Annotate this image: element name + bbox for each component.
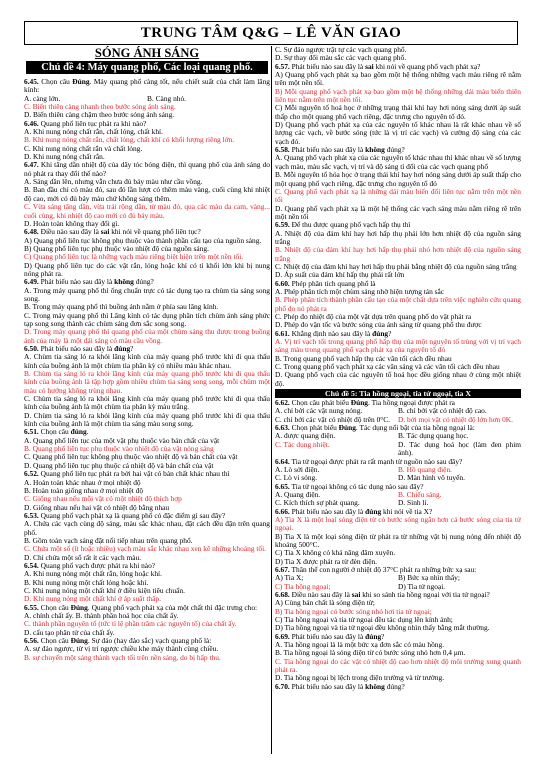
answer-option: A. sự đảo ngược, từ vị trí ngược chiều khe máy thành cùng chiều.	[24, 644, 219, 654]
question-keyword: sai	[100, 227, 110, 237]
right-column	[275, 46, 521, 754]
answer-option: A. Quang phổ vạch phát xạ của các nguyên tố khác nhau thì khác nhau về số lượng vạch màu, màu sắc vạch, vị trí và độ sáng tỉ đối của các vạch quang phổ	[275, 153, 521, 171]
column-divider	[271, 46, 272, 754]
question-text: Phép phân tích quang phổ là	[289, 278, 376, 288]
answer-option-correct: C. thành phần nguyên tố (tức tỉ lệ phần trăm các nguyên tố) của chất ấy.	[24, 619, 237, 629]
answer-option: A) Quang phổ liên tục không phụ thuộc vào thành phần cấu tạo của nguồn sáng.	[24, 235, 262, 245]
answer-option: B. Tác dụng quang học.	[398, 431, 469, 441]
answer-option: D. Tia hồng ngoại bị lệch trong điện trường và từ trường.	[275, 673, 445, 683]
question-keyword: không	[114, 277, 134, 287]
answer-option: A. Nhiệt độ của đám khí hay hơi hấp thụ phải lớn hơn nhiệt độ của nguồn sáng trắng	[275, 228, 521, 246]
answer-option-correct: D. Khi nung nóng một chất khí ở áp suất thấp.	[24, 594, 161, 604]
answer-option: A. Hoàn toàn khác nhau ở mọi nhiệt độ	[24, 477, 141, 487]
answer-option: C. Phép đo nhiệt độ của một vật dựa trên quang phổ do vật phát ra	[275, 312, 472, 321]
question-keyword: đúng	[372, 328, 389, 338]
answer-option: A. được quang điện.	[275, 431, 336, 441]
question-number: 6.54.	[24, 560, 39, 570]
answer-option: B. Càng nhỏ.	[147, 93, 187, 103]
answer-option-correct: C. Giống nhau nếu mỗi vật có một nhiệt độ thích hợp	[24, 494, 182, 504]
answer-option: B) Quang phổ liên tục phụ thuộc vào nhiệt độ của nguồn sáng.	[24, 243, 209, 253]
question-stem	[24, 161, 270, 178]
question-number: 6.55.	[24, 602, 39, 612]
question-number: 6.66.	[275, 506, 290, 516]
question-number: 6.53.	[24, 510, 39, 520]
answer-option: A. Trong máy quang phổ thì ống chuẩn trực có tác dụng tạo ra chùm tia sáng song song.	[24, 285, 270, 303]
answer-option: C. Chùm tia sáng ló ra khỏi lăng kính của máy quang phổ trước khi đi qua thấu kính của buồng ảnh là một chùm tia phân kỳ màu trắng.	[24, 394, 270, 412]
answer-option-correct: B. Chùm tia sáng ló ra khỏi lăng kính của máy quang phổ trước khi đi qua thấu kính của buồng ảnh là tập hợp gồm nhiều chùm tia sáng song song, mỗi chùm một màu có hướng không trùng nhau.	[24, 369, 270, 395]
question-keyword: Đúng	[70, 602, 88, 612]
question-keyword: không	[365, 681, 385, 691]
question-text: khi nói về quang phổ liên tục?	[109, 227, 201, 237]
question-text: ?	[388, 328, 392, 338]
answer-option: A. Tia hồng ngoại là là một bức xạ đơn sắc có màu hồng.	[275, 640, 445, 650]
answer-option: A) Quang phổ vạch phát xạ bao gồm một hệ thống những vạch màu riêng rẽ nằm trên một nền tối.	[275, 70, 521, 88]
question-number: 6.49.	[24, 277, 39, 287]
question-number: 6.67.	[275, 564, 290, 574]
question-text: Phát biểu nào sau đây là	[289, 61, 366, 71]
question-number: 6.51.	[24, 427, 39, 437]
answer-option: B. Trong máy quang phổ thì buồng ảnh nằm ở phía sau lăng kính.	[24, 302, 219, 312]
answer-option-correct: C. Biến thiên càng nhanh theo bước sóng ánh sáng.	[24, 102, 176, 112]
question-number: 6.69.	[275, 631, 290, 641]
question-text: Phát biểu nào sau đây là	[38, 277, 115, 287]
answer-option: A. Khi nung nóng một chất rắn, lỏng hoặc khí.	[24, 569, 162, 579]
question-number: 6.46.	[24, 118, 39, 128]
answer-option-correct: A) Tia X là một loại sóng điện từ có bước sóng ngắn hơn cả bước sóng của tia tử ngoại.	[275, 514, 521, 533]
answer-option: D. Giống nhau nếu hai vật có nhiệt độ bằng nhau	[24, 502, 170, 512]
answer-option: D. Hoàn toàn không thay đổi gì.	[24, 218, 120, 228]
question-number: 6.45.	[24, 77, 39, 86]
question-text: Chọn câu	[38, 636, 71, 646]
question-number: 6.65.	[275, 481, 290, 491]
answer-option: A) Cùng bản chất là sóng điện từ;	[275, 598, 375, 608]
question-text: . Quang phổ vạch phát xạ của một chất thì đặc trưng cho:	[87, 602, 258, 612]
question-number: 6.57.	[275, 61, 290, 71]
answer-option: B. Ban đầu chỉ có màu đỏ, sau đó lần lượt có thêm màu vàng, cuối cùng khi nhiệt độ cao, mới có đủ bảy màu chứ không sáng thêm.	[24, 185, 270, 203]
answer-option: D) Tia hồng ngoại và tia tử ngoại đều không nhìn thấy bằng mắt thường.	[275, 623, 490, 633]
answer-option-correct: B) Tia hồng ngoại có bước sóng nhỏ hơi tia tử ngoại;	[275, 606, 432, 616]
answer-option: D) Quang phổ liên tục do các vật rắn, lỏng hoặc khí có tỉ khối lớn khi bị nung nóng phát ra.	[24, 260, 270, 278]
answer-option-correct: C) Tia hồng ngoại;	[275, 581, 331, 591]
question-keyword: Đúng	[350, 398, 369, 408]
answer-option-correct: A. Vị trí vạch tối trong quang phổ hấp thụ của một nguyên tố trùng với vị trí vạch sáng màu trong quang phổ vạch phát xạ của nguyên tố đó	[275, 337, 521, 355]
answer-option-correct: B. Quang phổ liên tục phụ thuộc vào nhiệt độ của vật nóng sáng	[24, 444, 214, 454]
main-heading: SÓNG ÁNH SÁNG	[94, 46, 200, 60]
question-text: khi nói về tia X?	[381, 506, 433, 516]
question-text: Chọn câu	[38, 427, 71, 437]
question-number: 6.60.	[275, 278, 290, 288]
answer-option-correct: B. Hồ quang điện.	[398, 464, 452, 474]
answer-option: D. cấu tạo phân tử của chất ấy.	[24, 627, 115, 637]
question-text: Quang phổ vạch được phát ra khi nào?	[38, 560, 156, 570]
question-number: 6.56.	[24, 636, 39, 646]
answer-option: C. Trong máy quang phổ thì Lăng kính có tác dụng phân tích chùm ánh sáng phức tạp song song thành các chùm sáng đơn sắc song song.	[24, 310, 270, 328]
question-number: 6.59.	[275, 220, 290, 230]
question-text: ?	[130, 344, 134, 353]
answer-option: B) Bức xạ nhìn thấy;	[398, 573, 460, 583]
question-number: 6.50.	[24, 344, 39, 353]
answer-option-correct: C. Quang phổ vạch phát xạ là những dải màu biến đổi liên tục nằm trên một nền tối	[275, 186, 521, 205]
answer-option: B. Khi nung nóng một chất lỏng hoặc khí.	[24, 577, 149, 587]
answer-option-correct: B. Khi nung nóng chất rắn, chất lỏng, chất khí có khối lượng riêng lớn.	[24, 135, 235, 145]
answer-option-correct: C. Tia hồng ngoại do các vật có nhiệt độ cao hơn nhiệt độ môi trường xung quanh phát ra.	[275, 656, 521, 675]
question-text: Phát biểu nào sau đây là	[289, 631, 366, 641]
answer-option: D. Chùm tia sáng ló ra khỏi lăng kính của máy quang phổ trước khi đi qua thấu kính của buồng ảnh là một chùm tia sáng màu song song.	[24, 410, 270, 429]
question-text: Chọn câu	[38, 602, 71, 612]
question-keyword: không	[365, 145, 385, 155]
answer-option: A. càng lớn.	[24, 93, 61, 103]
left-question-list	[24, 78, 270, 662]
question-keyword: Đúng	[72, 77, 90, 86]
answer-option-correct: D. Trong máy quang phổ thì quang phổ của một chùm sáng thu được trong buồng ảnh của máy là một dải sáng có màu cầu vồng.	[24, 327, 270, 345]
answer-option: D. Sự thay đổi màu sắc các vạch quang phổ.	[275, 53, 407, 63]
question-keyword: Đúng	[70, 636, 88, 646]
answer-option: D) Quang phổ vạch phát xạ của các nguyên tố khác nhau là rất khác nhau về số lượng các vạch, về bước sóng (tức là vị trí các vạch) và cường độ sáng của các vạch đó.	[275, 120, 521, 146]
answer-option: C) Mỗi nguyên tố hoá học ở những trạng thái khí hay hơi nóng sáng dưới áp suất thấp cho một quang phổ vạch riêng, đặc trưng cho nguyên tố đó.	[275, 103, 521, 121]
answer-option: B. Hoàn toàn giống nhau ở mọi nhiệt độ	[24, 485, 144, 495]
question-number: 6.63.	[275, 423, 290, 433]
question-number: 6.68.	[275, 590, 290, 599]
answer-option: C. Nhiệt độ của đám khí hay hơi hấp thụ phải bằng nhiệt độ của nguồn sáng trắng	[275, 261, 517, 271]
question-number: 6.48.	[24, 227, 39, 237]
question-text: .	[86, 427, 89, 437]
answer-option: C. chỉ bởi các vật có nhiệt độ trên 0°C.	[275, 414, 391, 424]
answer-option: D. Chỉ chứa một số rất ít các vạch màu.	[24, 552, 142, 562]
question-number: 6.61.	[275, 328, 290, 338]
question-text: Phát biểu nào sau đây là	[289, 506, 366, 516]
question-text: Phát biểu nào sau đây là	[289, 145, 366, 155]
answer-option: A. Sáng dần lên, nhưng vẫn chưa đủ bảy màu như cầu vồng.	[24, 177, 203, 187]
question-keyword: Đúng	[338, 423, 356, 433]
right-question-list-a	[275, 46, 521, 388]
question-number: 6.64.	[275, 456, 290, 466]
question-text: . Tia hồng ngoại được phát ra	[368, 398, 455, 408]
answer-option: B. chỉ bởi vật có nhiệt độ cao.	[398, 406, 487, 416]
answer-option: C) Tia hồng ngoại và tia tử ngoại đều tác dụng lên kính ảnh;	[275, 615, 453, 625]
answer-option: C. Khi nung nóng chất rắn và chất lỏng.	[24, 143, 143, 153]
question-text: ?	[381, 631, 385, 641]
question-keyword: sai	[365, 61, 374, 71]
answer-option: A. Quang điện.	[275, 489, 321, 499]
question-text: Phát biểu nào sau đây là	[289, 681, 366, 691]
question-keyword: đúng	[365, 631, 382, 641]
answer-option: C. Lò vi sóng.	[275, 473, 318, 483]
question-text: đúng?	[133, 277, 154, 287]
answer-option-correct: C. Vừa sáng tăng dần, vừa trải rộng dần, từ màu đỏ, qua các màu da cam, vàng... cuối cùng, khi nhiệt độ cao mới có đủ bảy màu.	[24, 202, 270, 220]
answer-option: A. Quang phổ liên tục của một vật phụ thuộc vào bản chất của vật	[24, 435, 220, 445]
answer-option: D) Tia X được phát ra từ đèn điện.	[275, 556, 378, 566]
answer-option: D. Sinh lí.	[398, 498, 429, 508]
question-text: Chọn câu	[38, 77, 73, 86]
question-text: Tia tử ngoại không có tác dụng nào sau đây?	[289, 481, 424, 491]
question-text: khi nói về quang phổ vạch phát xạ?	[373, 61, 481, 71]
answer-option: A. chỉ bởi các vật nung nóng.	[275, 406, 363, 416]
question-text: Quang phổ vạch phát xạ là quang phổ có đặc điểm gì sau đây?	[38, 510, 226, 520]
right-question-list-b	[275, 399, 521, 691]
question-text: . Sự đảo (hay đảo sắc) vạch quang phổ là:	[87, 636, 212, 646]
answer-option: C. Kích thích sự phát quang.	[275, 498, 360, 508]
answer-option-correct: B. Nhiệt độ của đám khí hay hơi hấp thụ phải nhỏ hơn nhiệt độ của nguồn sáng trắng	[275, 245, 521, 263]
answer-option: D) Tia tử ngoại.	[398, 581, 446, 591]
answer-option: C) Tia X không có khả năng đâm xuyên.	[275, 548, 396, 558]
question-number: 6.47.	[24, 160, 39, 170]
answer-option: B. Tia hồng ngoại là sóng điện từ có bước sóng nhỏ hơn 0,4 μm.	[275, 648, 466, 658]
question-stem	[275, 683, 521, 691]
answer-option: A. chính chất ấy. B. thành phần hoá học của chất ấy.	[24, 611, 179, 620]
answer-option: D. Tác dụng hoá học (làm đen phim ảnh).	[398, 439, 521, 458]
question-keyword: sai	[351, 590, 361, 599]
question-text: Để thu được quang phổ vạch hấp thụ thì	[289, 220, 411, 230]
answer-row	[275, 441, 521, 458]
answer-option: A. Lò sởi điện.	[275, 464, 320, 474]
answer-option: B) Tia X là một loại sóng điện từ phát ra từ những vật bị nung nóng đến nhiệt độ khoảng 500°C.	[275, 531, 521, 549]
question-text: Tia tử ngoại được phát ra rất mạnh từ nguồn nào sau đây?	[289, 456, 463, 466]
answer-option: D. Áp suất của đám khí hấp thụ phải rất lớn	[275, 270, 405, 280]
question-text: Khi tăng dần nhiệt độ của dây tóc bóng điện, thì quang phổ của ánh sáng do nó phát ra thay đổi thế nào?	[24, 160, 270, 178]
question-text: Chọn câu phát biểu	[289, 398, 351, 408]
answer-option: B. Trong quang phổ vạch hấp thụ các vân tối cách đều nhau	[275, 353, 452, 363]
question-number: 6.58.	[275, 145, 290, 155]
question-text: khi so sánh tia hồng ngoại với tia tử ngoại?	[360, 590, 490, 599]
question-text: . Máy quang phổ càng tốt, nếu chiết suất của chất làm lăng kính:	[24, 77, 270, 95]
chapter-heading-4: Chủ đề 4: Máy quang phổ, Các loại quang phổ.	[26, 61, 268, 74]
answer-option-correct: B. sự chuyển một sáng thành vạch tối trên nền sáng, do bị hấp thu.	[24, 652, 221, 662]
answer-option-correct: D. bởi mọi vật có nhiệt độ lớn hơn 0K.	[398, 414, 513, 424]
answer-option: B. Mỗi nguyên tố hóa học ở trạng thái khí hay hơi nóng sáng dưới áp suất thấp cho một quang phổ vạch riêng, đặc trưng cho nguyên tố đó	[275, 170, 521, 188]
answer-option: C. Quang phổ liên tục không phụ thuộc vào nhiệt độ và bản chất của vật	[24, 452, 238, 462]
question-text: đúng?	[384, 681, 405, 691]
answer-option: A. Chùm tia sáng ló ra khỏi lăng kính của máy quang phổ trước khi đi qua thấu kính của buồng ảnh là một chùm tia phân kỳ có nhiều màu khác nhau.	[24, 352, 270, 370]
question-keyword: đúng	[70, 427, 87, 437]
answer-option: B. Gồm toàn vạch sáng đặt nối tiếp nhau trên quang phổ.	[24, 535, 193, 545]
question-text: đúng?	[384, 145, 405, 155]
answer-option: C. Khi nung nóng một chất khí ở điều kiện tiêu chuẩn.	[24, 585, 185, 595]
question-text: Quang phổ liên tục phát ra bởi hai vật có bản chất khác nhau thì	[38, 469, 230, 479]
question-text: Thân thể con người ở nhiệt độ 37°C phát ra những bức xạ sau:	[289, 564, 477, 574]
question-text: Phát biểu nào sau đây là	[38, 344, 115, 353]
answer-option-correct: B. Phép phân tích thành phần cấu tạo của một chất dựa trên việc nghiên cứu quang phổ do nó phát ra	[275, 295, 521, 313]
answer-option-correct: C. Tác dụng nhiệt.	[275, 439, 330, 449]
question-text: Khẳng định nào sau đây là	[289, 328, 373, 338]
question-keyword: đúng	[365, 506, 382, 516]
question-text: Điều nào sau đây là	[38, 227, 101, 237]
question-text: Quang phổ liên tục phát ra khi nào?	[38, 118, 147, 128]
question-number: 6.70.	[275, 681, 290, 691]
answer-option-correct: C) Quang phổ liên tục là những vạch màu riêng biệt hiện trên một nền tối.	[24, 252, 244, 262]
page-title: TRUNG TÂM Q&G – LÊ VĂN GIAO	[24, 21, 518, 45]
question-text: Điều nào sau đây là	[289, 590, 352, 599]
question-text: . Tác dụng nổi bật của tia hồng ngoại là:	[355, 423, 475, 433]
answer-option: D. Khi nung nóng chất rắn.	[24, 152, 105, 162]
answer-option: D. Quang phổ vạch phát xạ là một hệ thống các vạch sáng màu nằm riêng rẽ trên một nền tối	[275, 203, 521, 221]
answer-option: C. Trong quang phổ vạch phát xạ các vân sáng và các vân tối cách đều nhau	[275, 362, 500, 372]
question-number: 6.52.	[24, 469, 39, 479]
answer-option: C. Sự đảo ngược trật tự các vạch quang phổ.	[275, 46, 407, 54]
question-number: 6.62.	[275, 398, 290, 408]
answer-option: D. Màn hình vô tuyến.	[398, 473, 465, 483]
answer-option: A) Tia X;	[275, 573, 304, 583]
answer-option: A. Phép phân tích một chùm sáng nhờ hiện tượng tán sắc	[275, 286, 445, 296]
question-stem	[24, 78, 270, 95]
answer-option: D. Phép đo vận tốc và bước sóng của ánh sáng từ quang phổ thu được	[275, 320, 482, 330]
answer-option-correct: C. Chứa một số (ít hoặc nhiều) vạch màu sắc khác nhau xen kẽ những khoảng tối.	[24, 544, 266, 554]
answer-option: A. Chứa các vạch cùng độ sáng, màu sắc khác nhau, đặt cách đều đặn trên quang phổ.	[24, 519, 270, 537]
answer-option: D. Quang phổ liên tục phụ thuộc cả nhiệt độ và bản chất của vật	[24, 460, 214, 470]
answer-option: D. Biến thiên càng chậm theo bước sóng ánh sáng.	[24, 110, 175, 120]
left-column	[24, 46, 270, 754]
chapter-heading-5: Chủ đề 5: Tia hồng ngoại, tia tử ngoại, tia X	[275, 389, 521, 398]
answer-option-correct: B. Chiếu sáng.	[398, 489, 442, 499]
question-keyword: đúng	[114, 344, 131, 353]
answer-option-correct: B) Mỗi quang phổ vạch phát xạ bao gồm một hệ thống những dải màu biến thiên liên tục nằm trên một nền tối.	[275, 86, 521, 105]
answer-option: A. Khi nung nóng chất rắn, chất lỏng, chất khí.	[24, 127, 163, 137]
answer-option: D. Quang phổ vạch của các nguyên tố hoá học đều giống nhau ở cùng một nhiệt độ.	[275, 370, 521, 388]
question-text: Chọn phát biểu	[289, 423, 339, 433]
